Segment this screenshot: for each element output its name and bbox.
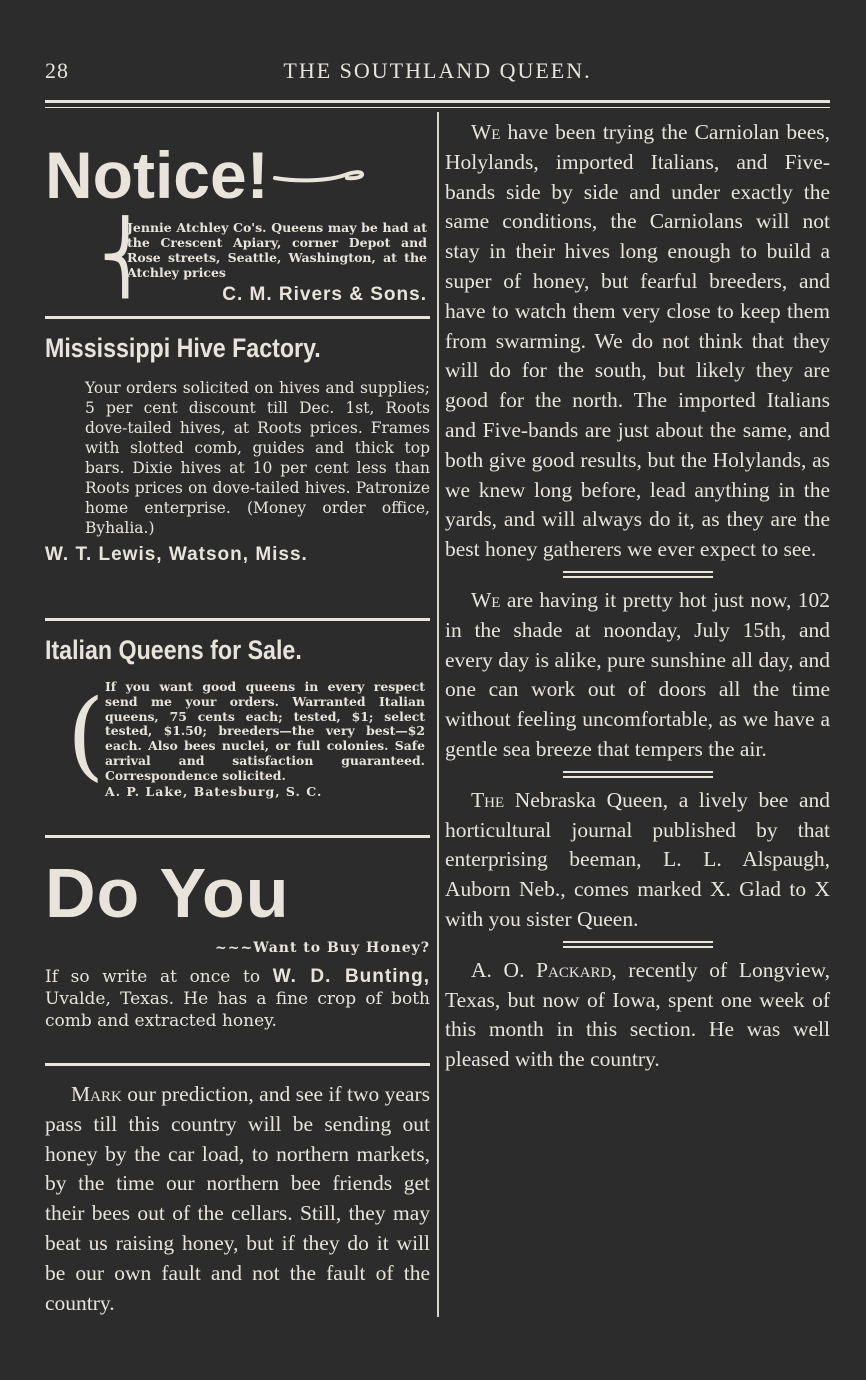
section-rule bbox=[563, 771, 713, 778]
hive-factory-ad bbox=[45, 333, 430, 618]
italian-queens-signature: A. P. Lake, Batesburg, S. C. bbox=[105, 783, 323, 799]
bracket-ornament: ⎨ bbox=[99, 216, 152, 298]
bracket-ornament: ( bbox=[67, 679, 105, 791]
rule bbox=[45, 1063, 430, 1066]
article: A. O. Packard, recently of Longview, Texas, but now of Iowa, spent one week of this month in this section. He was well pleased with the country. bbox=[445, 957, 830, 1072]
do-you-text: If so write at once to W. D. Bunting, Uvalde, Texas. He has a fine crop of both comb and extracted honey. bbox=[45, 966, 430, 1031]
rule bbox=[45, 835, 430, 838]
do-you-title: Do You bbox=[45, 854, 290, 932]
italian-queens-title: Italian Queens for Sale. bbox=[45, 635, 302, 665]
rule bbox=[45, 316, 430, 319]
section-rule bbox=[563, 571, 713, 578]
running-title: THE SOUTHLAND QUEEN. bbox=[283, 58, 592, 83]
notice-title: Notice! bbox=[45, 126, 430, 210]
italian-queens-text: If you want good queens in every respect send me your orders. Warranted Italian queens, 75 cents each; tested, $1; select tested, $1.50; breeders—the very best—$2 each. Also bees nuclei, or full colonies. Safe arrival and satisfaction guaranteed. Correspondence solicited. bbox=[105, 679, 425, 783]
swash-ornament bbox=[273, 126, 365, 196]
article: We are having it pretty hot just now, 102 in the shade at noonday, July 15th, and every day is alike, pure sunshine all day, and one can work out of doors all the time without feeling uncomfortable, as we have a gentle sea breeze that tempers the air. bbox=[445, 587, 830, 761]
left-article: Mark our prediction, and see if two years pass till this country will be sending out honey by the car load, to northern markets, by the time our northern bee friends get their bees out of the cellars. Still, they may beat us raising honey, but if they do it will be our own fault and not the fault of the country. bbox=[45, 1082, 430, 1315]
notice-ad bbox=[45, 126, 430, 316]
left-column bbox=[45, 112, 430, 1318]
hive-factory-signature: W. T. Lewis, Watson, Miss. bbox=[45, 544, 308, 565]
notice-body bbox=[45, 216, 430, 306]
rule bbox=[45, 618, 430, 621]
do-you-ad bbox=[45, 856, 430, 1063]
notice-signature: C. M. Rivers & Sons. bbox=[222, 284, 427, 305]
article-lead: We bbox=[471, 120, 501, 144]
do-you-subtitle: ~~~Want to Buy Honey? bbox=[215, 940, 430, 956]
article-lead: The bbox=[471, 787, 505, 812]
notice-text: Jennie Atchley Co's. Queens may be had at the Crescent Apiary, corner Depot and Rose streets, Seattle, Washington, at the Atchley prices bbox=[127, 220, 427, 280]
italian-queens-ad bbox=[45, 635, 430, 835]
article-lead: We bbox=[471, 587, 501, 612]
do-you-name: W. D. Bunting, bbox=[272, 966, 430, 987]
section-rule bbox=[563, 941, 713, 948]
hive-factory-text: Your orders solicited on hives and supplies; 5 per cent discount till Dec. 1st, Roots dove-tailed hives, at Roots prices. Frames with slotted comb, guides and thick top bars. Dixie hives at 10 per cent less than Roots prices on dove-tailed hives. Patronize home enterprise. (Money order office, Byhalia.) bbox=[85, 379, 430, 537]
hive-factory-title: Mississippi Hive Factory. bbox=[45, 333, 321, 363]
article-lead: Mark bbox=[71, 1082, 122, 1106]
column-divider bbox=[437, 112, 439, 1317]
article: We have been trying the Carniolan bees, Holylands, imported Italians, and Five-bands side by side and under exactly the same conditions, the Carniolans will not stay in their hives long enough to build a super of honey, but fearful breeders, and have to watch them very close to keep them from swarming. We do not think that they will do for the south, but likely they are good for the north. The imported Italians and Five-bands are just about the same, and both give good results, but the Holylands, as we knew long before, lead anything in the yards, and will always do it, as they are the best honey gatherers we ever expect to see. bbox=[445, 120, 830, 562]
header-rule bbox=[45, 100, 830, 108]
article-lead: A. O. Packard, bbox=[471, 957, 617, 982]
right-column bbox=[445, 118, 830, 1075]
swash-ornament: ~~~ bbox=[215, 940, 254, 956]
page-number: 28 bbox=[45, 58, 69, 83]
page-header bbox=[45, 58, 830, 92]
article: The Nebraska Queen, a lively bee and horticultural journal published by that enterprising beeman, L. L. Alspaugh, Auborn Neb., comes marked X. Glad to X with you sister Queen. bbox=[445, 787, 830, 931]
